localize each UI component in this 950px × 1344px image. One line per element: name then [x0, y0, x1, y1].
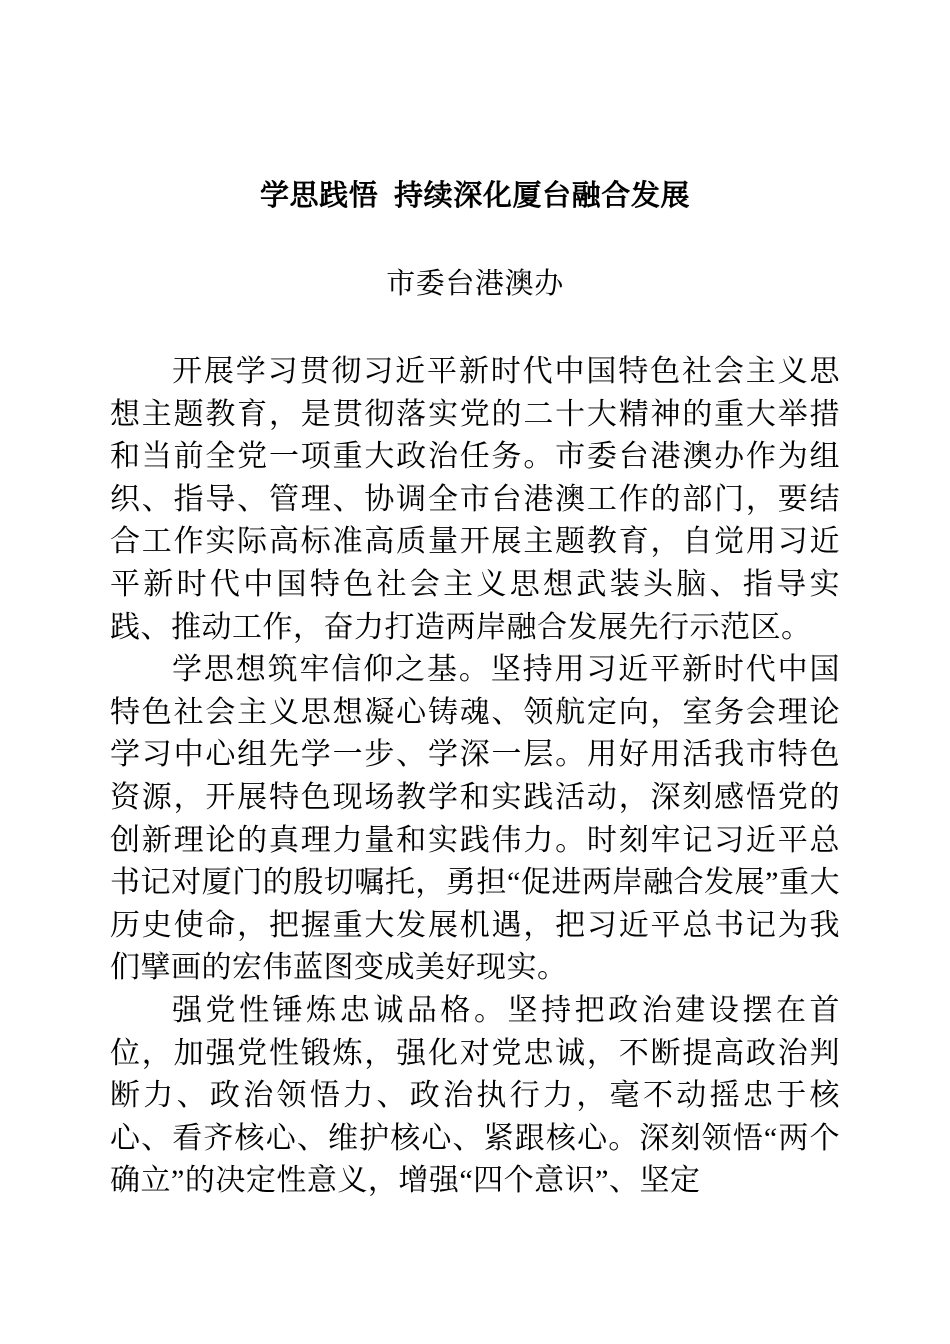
document-content — [110, 160, 840, 1203]
paragraph-1: 开展学习贯彻习近平新时代中国特色社会主义思想主题教育，是贯彻落实党的二十大精神的重大举措和当前全党一项重大政治任务。市委台港澳办作为组织、指导、管理、协调全市台港澳工作的部门，要结合工作实际高标准高质量开展主题教育，自觉用习近平新时代中国特色社会主义思想武装头脑、指导实践、推动工作，奋力打造两岸融合发展先行示范区。 — [110, 355, 840, 644]
document-author-department: 市委台港澳办 — [386, 268, 564, 300]
paragraph-3: 强党性锤炼忠诚品格。坚持把政治建设摆在首位，加强党性锻炼，强化对党忠诚，不断提高政治判断力、政治领悟力、政治执行力，毫不动摇忠于核心、看齐核心、维护核心、紧跟核心。深刻领悟“两个确立”的决定性意义，增强“四个意识”、坚定 — [110, 993, 840, 1198]
document-title: 学思践悟 持续深化厦台融合发展 — [259, 180, 691, 212]
document-paragraphs — [110, 351, 840, 1203]
paragraph-2: 学思想筑牢信仰之基。坚持用习近平新时代中国特色社会主义思想凝心铸魂、领航定向，室务会理论学习中心组先学一步、学深一层。用好用活我市特色资源，开展特色现场教学和实践活动，深刻感悟党的创新理论的真理力量和实践伟力。时刻牢记习近平总书记对厦门的殷切嘱托，勇担“促进两岸融合发展”重大历史使命，把握重大发展机遇，把习近平总书记为我们擘画的宏伟蓝图变成美好现实。 — [110, 653, 840, 985]
